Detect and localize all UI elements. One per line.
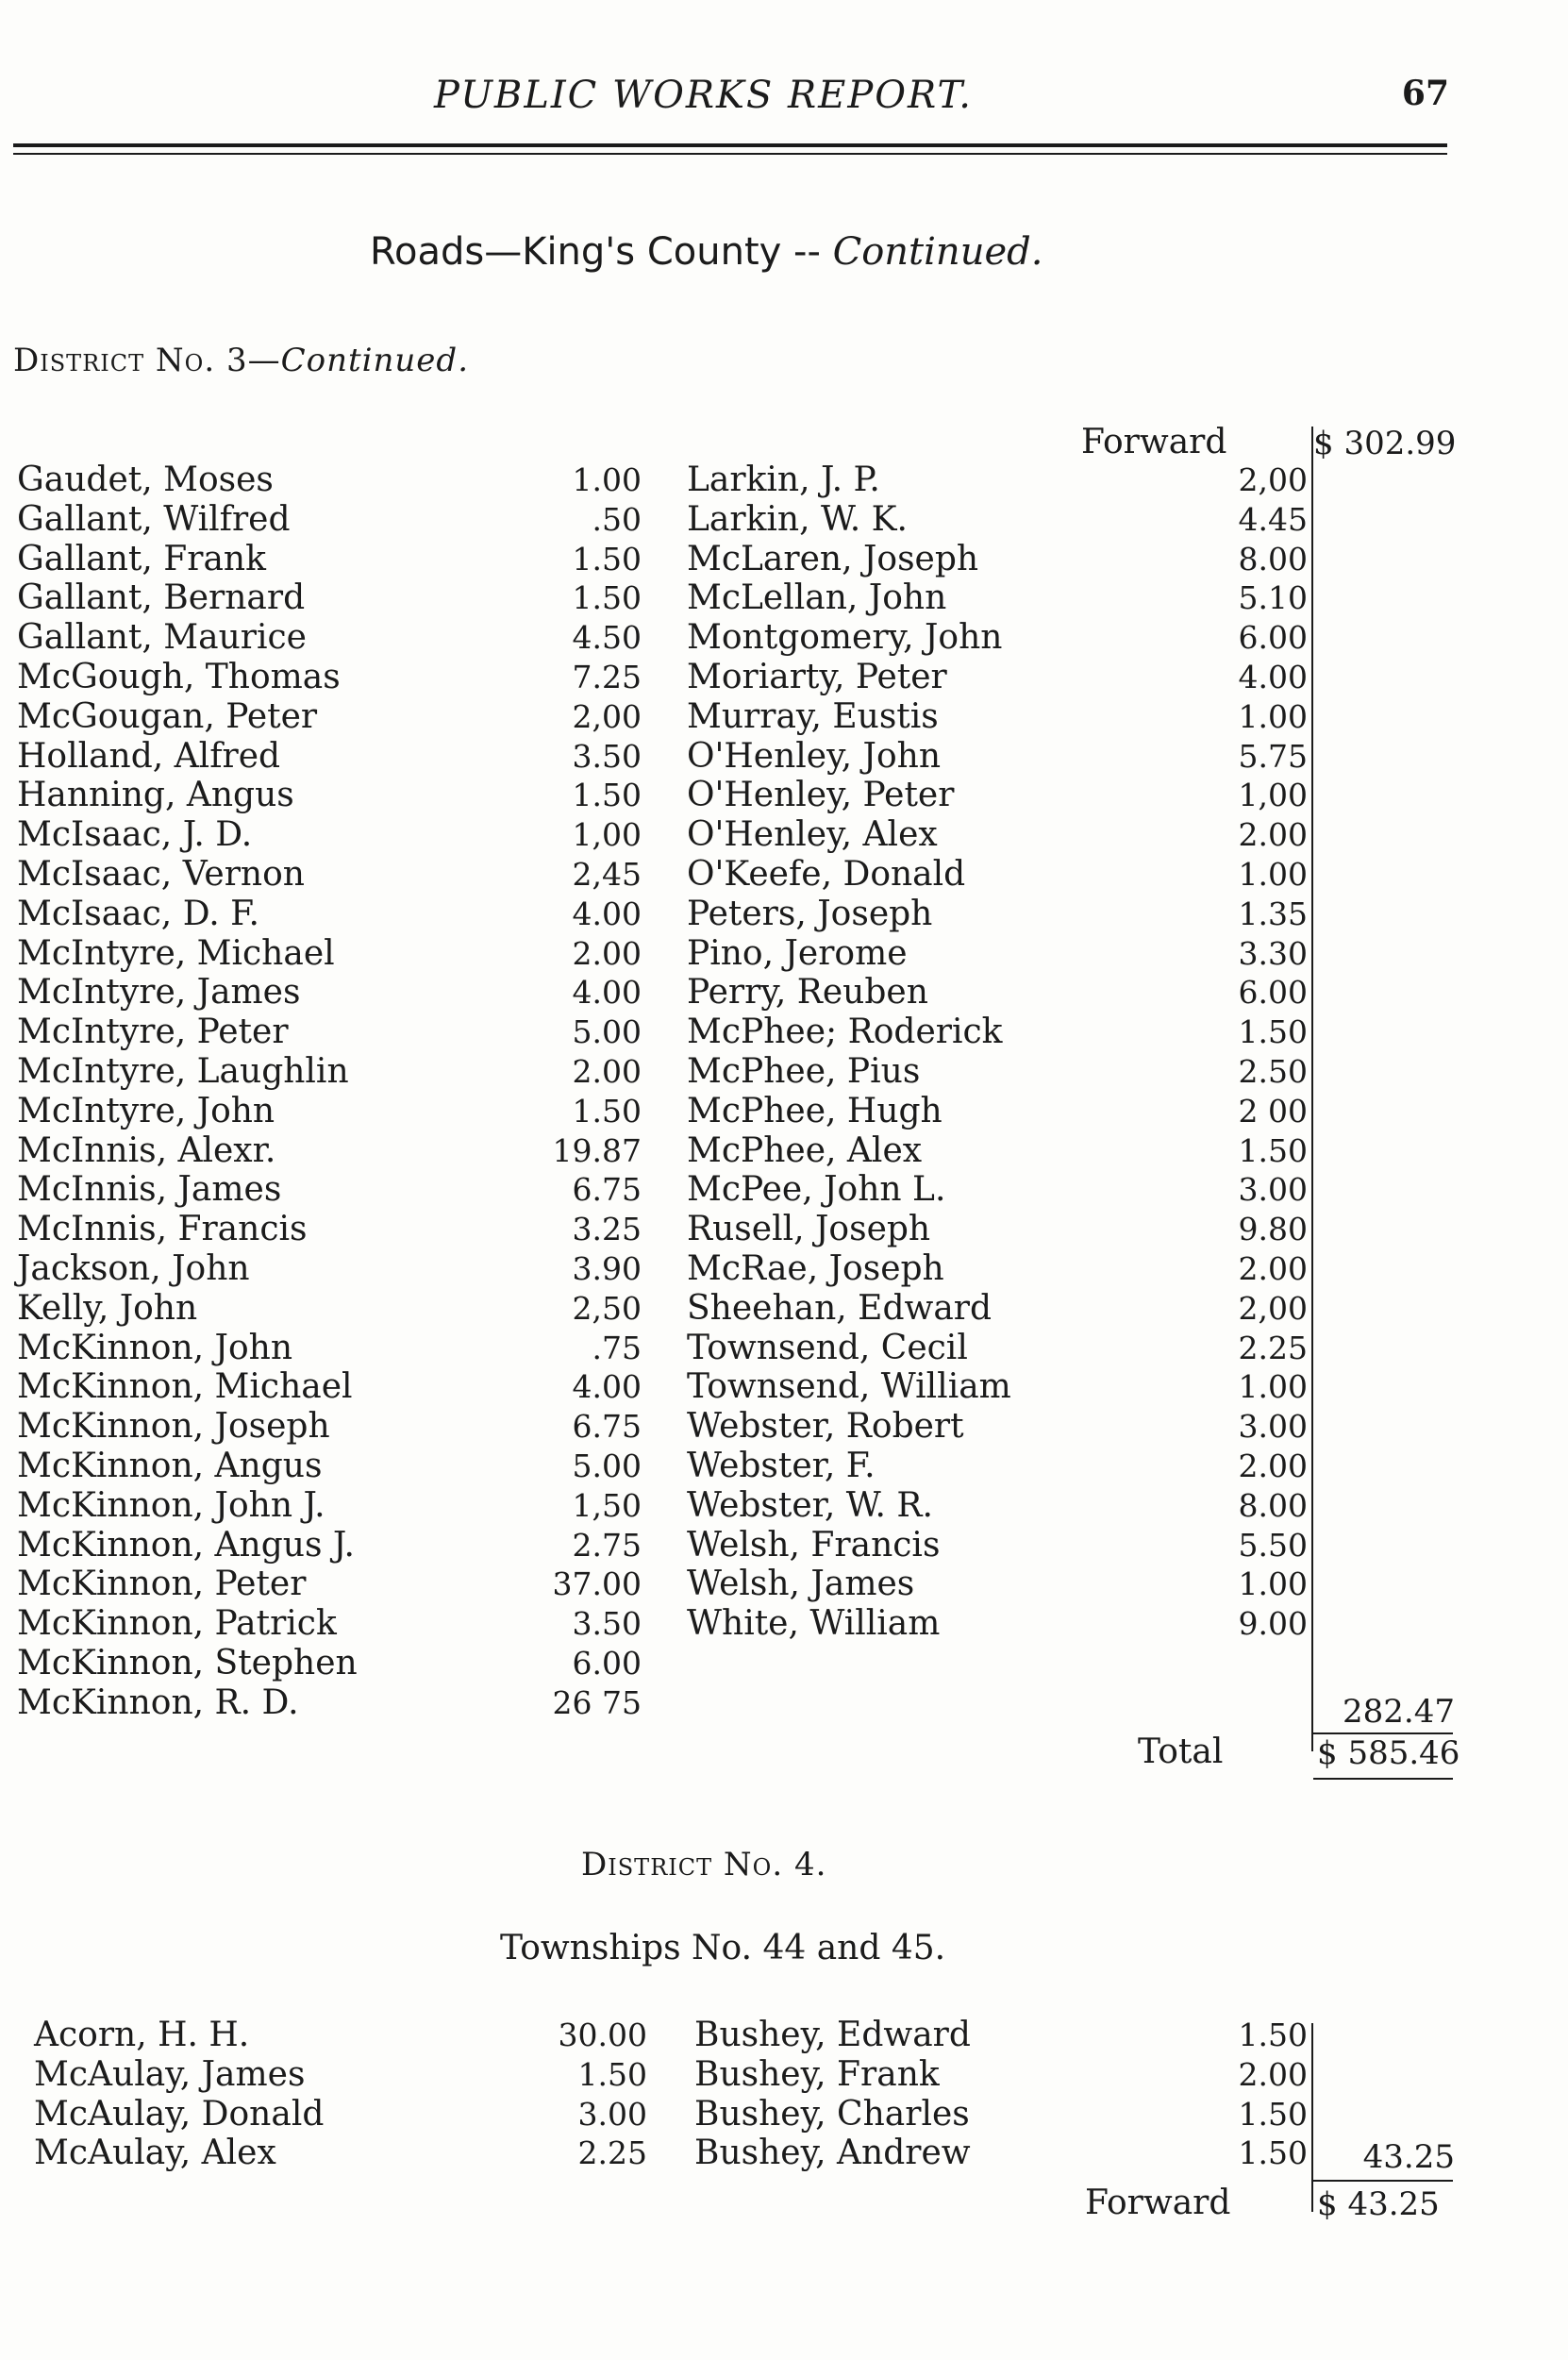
- entry-amount: 1.00: [1238, 1565, 1308, 1603]
- entry-amount: 1.00: [1238, 856, 1308, 893]
- entry-name: McPhee, Pius: [687, 1052, 921, 1091]
- entry-name: Perry, Reuben: [687, 973, 928, 1013]
- entry-amount: 9.80: [1238, 1211, 1308, 1248]
- entry-name: McInnis, Francis: [17, 1210, 308, 1249]
- entry-name: Bushey, Charles: [694, 2094, 970, 2134]
- entry-amount: 2.00: [1238, 1250, 1308, 1287]
- entry-amount: 2.25: [1238, 1329, 1308, 1366]
- entry-amount: 6.00: [1238, 619, 1308, 657]
- entry-name: McIntyre, Laughlin: [17, 1052, 349, 1091]
- entry-amount: 4.50: [572, 619, 642, 657]
- entry-name: McPee, John L.: [687, 1170, 946, 1210]
- entry-amount: 3.00: [577, 2095, 647, 2133]
- entry-amount: 4.45: [1238, 500, 1308, 538]
- entry-name: Townsend, William: [687, 1367, 1011, 1407]
- entry-amount: 3.50: [572, 737, 642, 775]
- entry-name: Rusell, Joseph: [687, 1210, 931, 1249]
- page-number: 67: [1401, 74, 1449, 113]
- entry-amount: 2,00: [572, 697, 642, 735]
- entry-name: Gallant, Bernard: [17, 578, 306, 618]
- entry-amount: 19.87: [552, 1131, 642, 1169]
- entry-name: McKinnon, Angus: [17, 1447, 323, 1485]
- entry-name: Hanning, Angus: [17, 776, 294, 815]
- entry-amount: 6.75: [572, 1408, 642, 1446]
- entry-amount: 1,00: [572, 816, 642, 854]
- entry-amount: 4.00: [1238, 659, 1308, 695]
- entry-name: McKinnon, Peter: [17, 1565, 307, 1604]
- entry-name: McInnis, Alexr.: [17, 1130, 276, 1170]
- entry-name: Peters, Joseph: [687, 894, 933, 933]
- entry-name: Bushey, Edward: [694, 2016, 971, 2054]
- entry-amount: 1.50: [572, 540, 642, 577]
- entry-amount: 37.00: [552, 1565, 642, 1603]
- entry-amount: 5.10: [1238, 579, 1308, 617]
- entry-name: Gallant, Maurice: [17, 618, 307, 658]
- entry-amount: 1,00: [1238, 777, 1308, 814]
- entry-name: O'Henley, John: [687, 736, 942, 776]
- entry-name: McKinnon, Joseph: [17, 1407, 330, 1447]
- entry-name: McKinnon, Patrick: [17, 1604, 337, 1644]
- entry-name: McInnis, James: [17, 1170, 282, 1210]
- entry-amount: 5.75: [1238, 737, 1308, 775]
- entry-amount: 2,45: [572, 856, 642, 893]
- entry-name: McKinnon, John J.: [17, 1485, 325, 1525]
- entry-name: Gallant, Frank: [17, 539, 266, 578]
- header-rule-thin: [13, 153, 1447, 155]
- entry-name: Welsh, James: [687, 1565, 915, 1604]
- entry-amount: 1.50: [1238, 2017, 1308, 2053]
- entry-amount: 1.35: [1238, 895, 1308, 932]
- forward-rule: [1313, 2180, 1453, 2182]
- entry-amount: 2,50: [572, 1289, 642, 1327]
- entry-amount: 2.00: [1238, 2055, 1308, 2093]
- entry-amount: 30.00: [558, 2017, 647, 2053]
- entry-amount: 1.50: [1238, 2095, 1308, 2133]
- section-title-text: Roads—King's County: [370, 230, 782, 274]
- header-rule: [13, 143, 1447, 147]
- entry-name: McPhee, Alex: [687, 1130, 923, 1170]
- entry-amount: 2.75: [572, 1526, 642, 1564]
- entry-amount: 8.00: [1238, 540, 1308, 577]
- entry-amount: 1.50: [572, 1092, 642, 1130]
- entry-name: McIntyre, John: [17, 1091, 275, 1130]
- entry-name: Webster, Robert: [687, 1407, 964, 1447]
- entry-amount: 1.50: [1238, 1131, 1308, 1169]
- entry-amount: 26 75: [552, 1683, 642, 1721]
- entry-name: McAulay, James: [34, 2054, 306, 2094]
- entry-amount: 8.00: [1238, 1486, 1308, 1524]
- entry-name: O'Henley, Alex: [687, 815, 938, 855]
- entry-name: McIntyre, Peter: [17, 1013, 289, 1052]
- entry-amount: 6.00: [572, 1645, 642, 1682]
- entry-name: Bushey, Andrew: [694, 2134, 971, 2173]
- entry-name: Montgomery, John: [687, 618, 1003, 658]
- entry-amount: 5.00: [572, 1448, 642, 1484]
- entry-name: Kelly, John: [17, 1288, 198, 1328]
- total-amount: $ 585.46: [1317, 1734, 1460, 1772]
- entry-amount: 1.00: [1238, 697, 1308, 735]
- entry-name: Bushey, Frank: [694, 2054, 940, 2094]
- total-label: Total: [1138, 1732, 1224, 1771]
- entry-name: O'Keefe, Donald: [687, 855, 966, 894]
- entry-amount: 2.00: [572, 1053, 642, 1090]
- entry-amount: .75: [592, 1329, 642, 1366]
- entry-amount: 1.50: [1238, 1013, 1308, 1051]
- entry-name: McKinnon, R. D.: [17, 1682, 299, 1722]
- entry-amount: 2.00: [1238, 816, 1308, 854]
- entry-amount: 2.25: [577, 2134, 647, 2172]
- entry-amount: 1,50: [572, 1486, 642, 1524]
- entry-amount: 2,00: [1238, 1289, 1308, 1327]
- entry-name: McKinnon, Angus J.: [17, 1525, 355, 1565]
- total-underline: [1313, 1778, 1453, 1780]
- entry-name: McKinnon, Michael: [17, 1367, 353, 1407]
- entry-amount: .50: [592, 500, 642, 538]
- entry-name: Jackson, John: [17, 1249, 250, 1288]
- entry-amount: 2,00: [1238, 461, 1308, 498]
- entry-amount: 5.00: [572, 1013, 642, 1051]
- district-4-forward-label: Forward: [1085, 2184, 1231, 2222]
- entry-amount: 5.50: [1238, 1526, 1308, 1564]
- entry-amount: 1.00: [1238, 1368, 1308, 1406]
- section-title: Roads—King's County -- Continued.: [370, 230, 1043, 274]
- district-3-heading: [13, 342, 469, 379]
- entry-name: McPhee; Roderick: [687, 1013, 1003, 1052]
- entry-name: Moriarty, Peter: [687, 658, 947, 696]
- entry-name: McIntyre, James: [17, 973, 301, 1013]
- entry-name: McRae, Joseph: [687, 1249, 944, 1288]
- entry-name: White, William: [687, 1604, 941, 1644]
- townships-heading: Townships No. 44 and 45.: [500, 1929, 946, 1967]
- entry-amount: 2.50: [1238, 1053, 1308, 1090]
- entry-amount: 3.25: [572, 1211, 642, 1248]
- section-title-suffix: Continued.: [832, 230, 1043, 274]
- entry-name: Webster, W. R.: [687, 1485, 933, 1525]
- entry-name: Pino, Jerome: [687, 933, 908, 973]
- entry-name: Welsh, Francis: [687, 1525, 941, 1565]
- entry-amount: 3.30: [1238, 934, 1308, 972]
- entry-name: McLaren, Joseph: [687, 539, 979, 578]
- forward-label: Forward: [1081, 423, 1227, 461]
- entry-name: Sheehan, Edward: [687, 1288, 993, 1328]
- entry-amount: 2 00: [1238, 1092, 1308, 1130]
- entry-name: O'Henley, Peter: [687, 776, 955, 815]
- entry-name: McAulay, Alex: [34, 2134, 276, 2173]
- entry-amount: 4.00: [572, 1368, 642, 1406]
- entry-name: McPhee, Hugh: [687, 1091, 942, 1130]
- district-4-heading: District No. 4.: [581, 1846, 827, 1883]
- entry-name: Larkin, W. K.: [687, 499, 908, 539]
- entry-name: Gallant, Wilfred: [17, 499, 291, 539]
- district-3-heading-suffix: Continued.: [280, 342, 470, 379]
- entry-name: Webster, F.: [687, 1447, 876, 1485]
- entry-amount: 2.00: [572, 934, 642, 972]
- column-divider: [1311, 427, 1313, 1751]
- entry-name: McKinnon, Stephen: [17, 1644, 358, 1682]
- entry-amount: 1.50: [577, 2055, 647, 2093]
- entry-amount: 3.00: [1238, 1408, 1308, 1446]
- entry-amount: 4.00: [572, 895, 642, 932]
- entry-amount: 1.50: [572, 579, 642, 617]
- entry-name: Larkin, J. P.: [687, 460, 880, 499]
- entry-amount: 6.00: [1238, 974, 1308, 1012]
- entry-name: McIsaac, Vernon: [17, 855, 305, 894]
- entry-name: Murray, Eustis: [687, 696, 939, 736]
- entry-name: McIntyre, Michael: [17, 933, 335, 973]
- column-divider-d4: [1311, 2023, 1313, 2212]
- entry-name: Gaudet, Moses: [17, 460, 274, 499]
- entry-name: Holland, Alfred: [17, 736, 281, 776]
- entry-amount: 1.50: [1238, 2134, 1308, 2172]
- entry-name: McAulay, Donald: [34, 2094, 325, 2134]
- entry-name: McIsaac, J. D.: [17, 815, 253, 855]
- entry-amount: 2.00: [1238, 1448, 1308, 1484]
- forward-amount: $ 302.99: [1313, 425, 1457, 462]
- entry-name: Townsend, Cecil: [687, 1328, 968, 1367]
- entry-amount: 3.90: [572, 1250, 642, 1287]
- entry-name: McGough, Thomas: [17, 658, 341, 696]
- entry-name: McLellan, John: [687, 578, 947, 618]
- entry-name: Acorn, H. H.: [34, 2016, 250, 2054]
- entry-amount: 3.00: [1238, 1171, 1308, 1209]
- entry-name: McKinnon, John: [17, 1328, 293, 1367]
- entry-amount: 3.50: [572, 1605, 642, 1643]
- running-header-title: PUBLIC WORKS REPORT.: [434, 74, 973, 117]
- entry-amount: 6.75: [572, 1171, 642, 1209]
- district-4-subtotal: 43.25: [1362, 2138, 1455, 2176]
- district-4-forward-amount: $ 43.25: [1317, 2185, 1440, 2223]
- district-3-heading-text: District No. 3—: [13, 342, 281, 379]
- entry-name: McIsaac, D. F.: [17, 894, 259, 933]
- entry-name: McGougan, Peter: [17, 696, 318, 736]
- entry-amount: 1.50: [572, 777, 642, 814]
- entry-amount: 4.00: [572, 974, 642, 1012]
- entry-amount: 1.00: [572, 461, 642, 498]
- entry-amount: 7.25: [572, 659, 642, 695]
- district-3-subtotal: 282.47: [1343, 1693, 1455, 1731]
- entry-amount: 9.00: [1238, 1605, 1308, 1643]
